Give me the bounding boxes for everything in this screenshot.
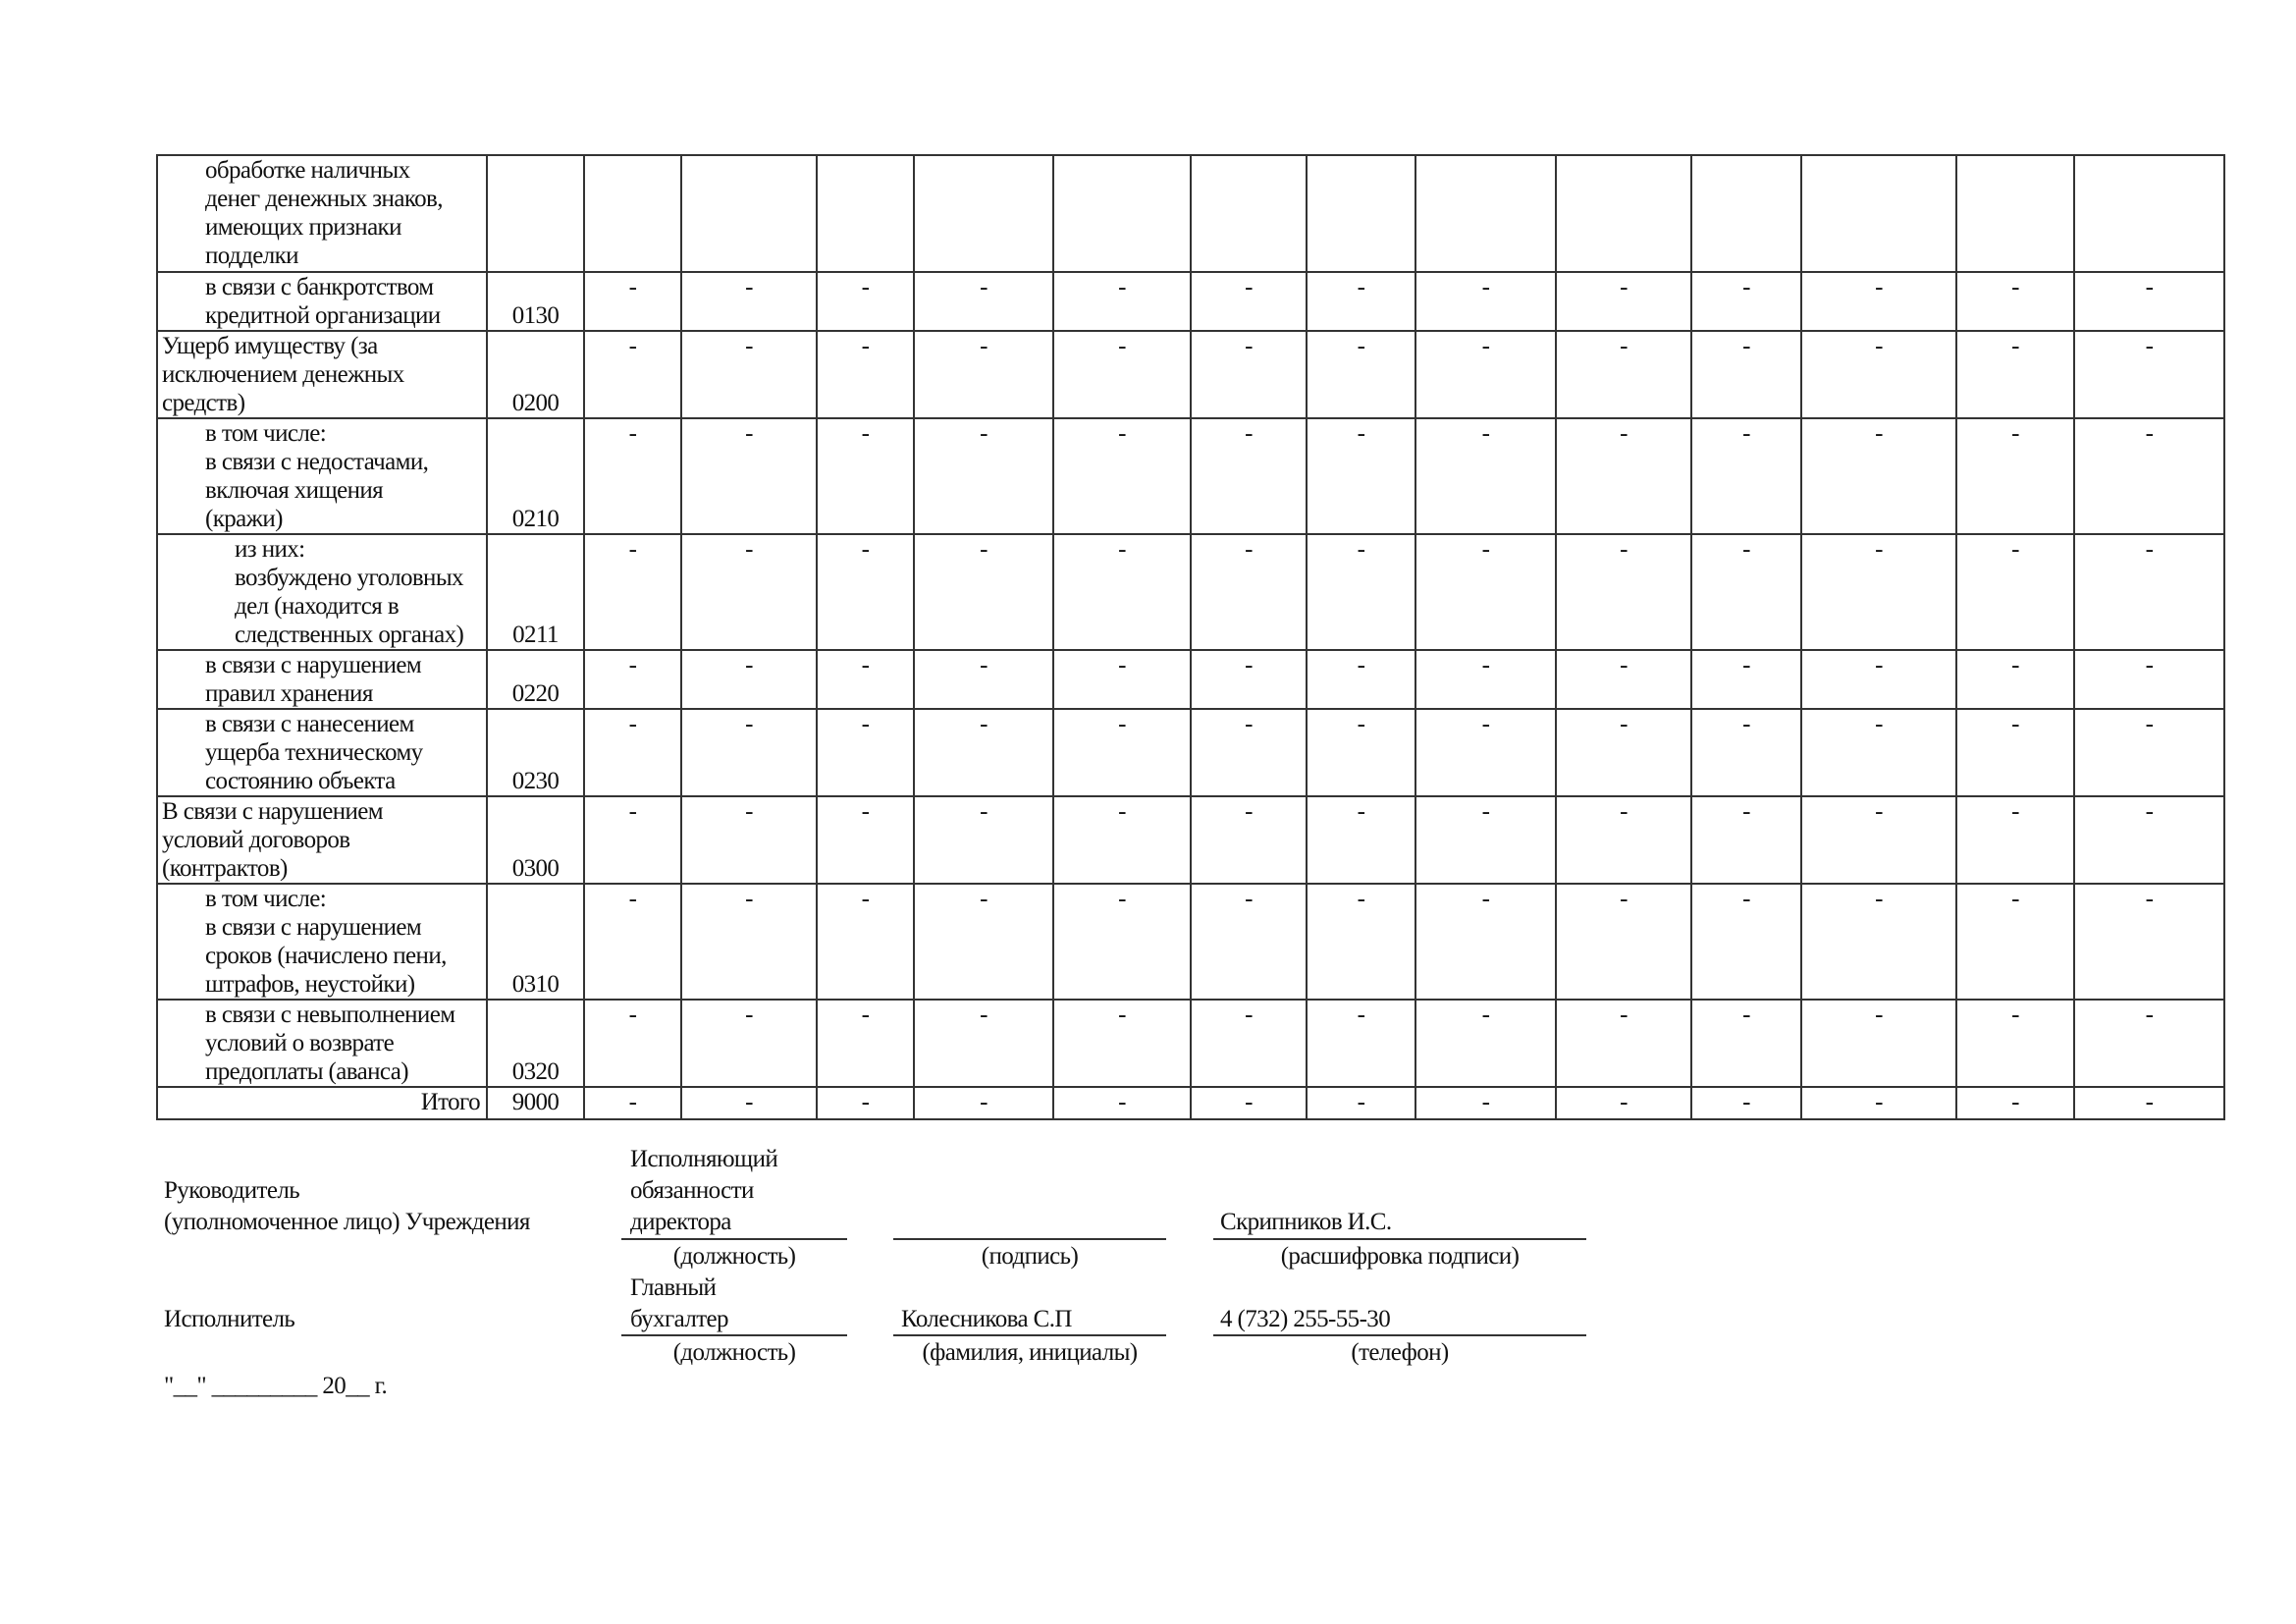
row-value: -	[584, 1000, 681, 1087]
row-value: -	[681, 534, 817, 650]
row-value: -	[2074, 272, 2224, 331]
row-value: -	[1691, 884, 1801, 1000]
row-value	[584, 155, 681, 272]
row-label: в связи с нанесением ущерба техническому состоянию объекта	[157, 709, 487, 796]
row-value: -	[1691, 1000, 1801, 1087]
row-label: в том числе: в связи с нарушением сроков (начислено пени, штрафов, неустойки)	[157, 884, 487, 1000]
row-value: -	[1801, 650, 1956, 709]
row-value	[1556, 155, 1691, 272]
total-value: -	[817, 1087, 914, 1119]
row-value: -	[817, 650, 914, 709]
damage-report-table	[156, 154, 2225, 1120]
row-value: -	[1801, 272, 1956, 331]
row-value: -	[914, 796, 1053, 884]
row-value: -	[2074, 331, 2224, 418]
caption-signature: (подпись)	[981, 1243, 1079, 1270]
row-value: -	[1053, 272, 1191, 331]
row-value: -	[1307, 272, 1415, 331]
row-value: -	[681, 796, 817, 884]
row-value	[1191, 155, 1307, 272]
row-value: -	[584, 884, 681, 1000]
row-value: -	[1801, 534, 1956, 650]
head-position-1: Исполняющий	[630, 1146, 778, 1172]
total-value: -	[1691, 1087, 1801, 1119]
head-label: Руководитель	[164, 1177, 299, 1204]
row-value	[1053, 155, 1191, 272]
row-code: 0300	[487, 796, 584, 884]
row-value: -	[914, 709, 1053, 796]
row-value: -	[914, 650, 1053, 709]
caption-position: (должность)	[672, 1243, 796, 1270]
row-value: -	[1801, 418, 1956, 534]
total-value: -	[1801, 1087, 1956, 1119]
row-value: -	[584, 796, 681, 884]
row-value: -	[1556, 650, 1691, 709]
total-value: -	[2074, 1087, 2224, 1119]
row-value: -	[1956, 272, 2074, 331]
caption-phone: (телефон)	[1351, 1339, 1449, 1366]
total-value: -	[914, 1087, 1053, 1119]
total-row	[157, 1087, 2224, 1119]
row-value: -	[1191, 884, 1307, 1000]
head-name: Скрипников И.С.	[1220, 1209, 1392, 1235]
table-row	[157, 796, 2224, 884]
row-value	[2074, 155, 2224, 272]
head-name-line	[1213, 1238, 1586, 1240]
row-value: -	[817, 272, 914, 331]
row-value: -	[2074, 796, 2224, 884]
caption-name: (фамилия, инициалы)	[922, 1339, 1138, 1366]
row-value: -	[681, 418, 817, 534]
row-code: 0220	[487, 650, 584, 709]
total-label: Итого	[157, 1087, 487, 1119]
row-value: -	[584, 534, 681, 650]
table-row	[157, 650, 2224, 709]
row-value: -	[1691, 796, 1801, 884]
executor-phone-line	[1213, 1334, 1586, 1336]
row-code	[487, 155, 584, 272]
row-value: -	[1053, 650, 1191, 709]
row-value: -	[1556, 796, 1691, 884]
row-value	[1691, 155, 1801, 272]
row-value: -	[2074, 884, 2224, 1000]
row-label: обработке наличных денег денежных знаков, имеющих признаки подделки	[157, 155, 487, 272]
row-value: -	[1801, 884, 1956, 1000]
row-value: -	[1556, 272, 1691, 331]
row-value: -	[1956, 796, 2074, 884]
row-value: -	[1307, 331, 1415, 418]
caption-decoding: (расшифровка подписи)	[1280, 1243, 1520, 1270]
table-row	[157, 534, 2224, 650]
row-value: -	[1691, 650, 1801, 709]
row-value: -	[817, 418, 914, 534]
row-value: -	[1415, 534, 1556, 650]
row-value: -	[681, 331, 817, 418]
executor-name-line	[893, 1334, 1166, 1336]
row-code: 0230	[487, 709, 584, 796]
row-value: -	[681, 650, 817, 709]
row-value: -	[584, 418, 681, 534]
row-value: -	[817, 709, 914, 796]
row-value: -	[1691, 709, 1801, 796]
total-value: -	[584, 1087, 681, 1119]
row-value: -	[817, 331, 914, 418]
row-label: в том числе: в связи с недостачами, включая хищения (кражи)	[157, 418, 487, 534]
executor-position-line	[621, 1334, 847, 1336]
row-value: -	[2074, 709, 2224, 796]
row-value: -	[1556, 884, 1691, 1000]
row-value: -	[1307, 884, 1415, 1000]
row-value: -	[1191, 796, 1307, 884]
row-code: 0130	[487, 272, 584, 331]
row-value: -	[1956, 331, 2074, 418]
row-code: 0310	[487, 884, 584, 1000]
row-value	[817, 155, 914, 272]
row-value: -	[1956, 418, 2074, 534]
row-value: -	[914, 272, 1053, 331]
row-value: -	[1691, 418, 1801, 534]
row-value: -	[914, 1000, 1053, 1087]
row-value: -	[1307, 650, 1415, 709]
row-value: -	[584, 650, 681, 709]
row-value: -	[1556, 1000, 1691, 1087]
row-value: -	[1053, 418, 1191, 534]
row-value: -	[681, 884, 817, 1000]
row-value: -	[1307, 1000, 1415, 1087]
head-position-3: директора	[630, 1209, 731, 1235]
row-value: -	[584, 709, 681, 796]
row-value: -	[914, 331, 1053, 418]
row-value: -	[681, 272, 817, 331]
row-value: -	[1801, 331, 1956, 418]
table-row	[157, 884, 2224, 1000]
row-value: -	[2074, 650, 2224, 709]
total-value: -	[1191, 1087, 1307, 1119]
row-value: -	[1053, 709, 1191, 796]
head-label-2: (уполномоченное лицо) Учреждения	[164, 1209, 530, 1235]
row-value: -	[584, 272, 681, 331]
row-code: 0200	[487, 331, 584, 418]
row-value: -	[1191, 418, 1307, 534]
total-value: -	[1415, 1087, 1556, 1119]
total-value: -	[1307, 1087, 1415, 1119]
head-signature-line	[893, 1238, 1166, 1240]
row-value: -	[1956, 534, 2074, 650]
row-value: -	[1956, 1000, 2074, 1087]
row-value: -	[1956, 650, 2074, 709]
row-label: Ущерб имуществу (за исключением денежных средств)	[157, 331, 487, 418]
row-value: -	[1307, 534, 1415, 650]
total-value: -	[1053, 1087, 1191, 1119]
row-value: -	[1415, 272, 1556, 331]
row-label: из них: возбуждено уголовных дел (находится в следственных органах)	[157, 534, 487, 650]
row-value: -	[817, 1000, 914, 1087]
row-code: 0211	[487, 534, 584, 650]
executor-phone: 4 (732) 255-55-30	[1220, 1306, 1391, 1332]
table-row	[157, 1000, 2224, 1087]
total-value: -	[1956, 1087, 2074, 1119]
row-value: -	[1307, 796, 1415, 884]
row-value: -	[1691, 534, 1801, 650]
row-value	[1801, 155, 1956, 272]
row-value: -	[1191, 650, 1307, 709]
table-row	[157, 709, 2224, 796]
total-value: -	[681, 1087, 817, 1119]
row-value: -	[1415, 796, 1556, 884]
row-value: -	[1801, 796, 1956, 884]
row-value: -	[817, 534, 914, 650]
row-value: -	[681, 1000, 817, 1087]
row-value	[1956, 155, 2074, 272]
row-value	[914, 155, 1053, 272]
row-value: -	[914, 884, 1053, 1000]
row-value: -	[2074, 534, 2224, 650]
row-value: -	[1415, 650, 1556, 709]
row-value: -	[914, 418, 1053, 534]
row-value: -	[1053, 884, 1191, 1000]
row-value: -	[1191, 331, 1307, 418]
row-value: -	[817, 796, 914, 884]
row-value: -	[1556, 418, 1691, 534]
row-code: 0210	[487, 418, 584, 534]
executor-label: Исполнитель	[164, 1306, 295, 1332]
row-label: в связи с банкротством кредитной организации	[157, 272, 487, 331]
row-value: -	[1691, 331, 1801, 418]
row-value: -	[1556, 534, 1691, 650]
row-label: В связи с нарушением условий договоров (контрактов)	[157, 796, 487, 884]
row-value: -	[1415, 1000, 1556, 1087]
executor-position-2: бухгалтер	[630, 1306, 728, 1332]
row-value: -	[1053, 331, 1191, 418]
row-value: -	[2074, 1000, 2224, 1087]
row-value: -	[681, 709, 817, 796]
head-position-line	[621, 1238, 847, 1240]
row-value: -	[1053, 796, 1191, 884]
row-value: -	[914, 534, 1053, 650]
row-value: -	[1191, 534, 1307, 650]
total-code: 9000	[487, 1087, 584, 1119]
row-value: -	[1415, 331, 1556, 418]
row-value: -	[1191, 709, 1307, 796]
table-row	[157, 272, 2224, 331]
row-value	[681, 155, 817, 272]
row-value: -	[1956, 884, 2074, 1000]
total-value: -	[1556, 1087, 1691, 1119]
row-value: -	[1556, 331, 1691, 418]
row-value: -	[817, 884, 914, 1000]
row-value: -	[1691, 272, 1801, 331]
row-value: -	[1053, 534, 1191, 650]
row-value: -	[584, 331, 681, 418]
row-value: -	[1415, 709, 1556, 796]
row-value: -	[1556, 709, 1691, 796]
row-label: в связи с невыполнением условий о возврате предоплаты (аванса)	[157, 1000, 487, 1087]
row-label: в связи с нарушением правил хранения	[157, 650, 487, 709]
executor-name: Колесникова С.П	[901, 1306, 1072, 1332]
executor-position-1: Главный	[630, 1274, 717, 1301]
row-value: -	[2074, 418, 2224, 534]
row-value: -	[1801, 1000, 1956, 1087]
head-position-2: обязанности	[630, 1177, 754, 1204]
row-value: -	[1307, 418, 1415, 534]
table-row	[157, 418, 2224, 534]
row-value: -	[1415, 418, 1556, 534]
row-value: -	[1307, 709, 1415, 796]
row-value: -	[1053, 1000, 1191, 1087]
row-value: -	[1191, 272, 1307, 331]
caption-position-2: (должность)	[672, 1339, 796, 1366]
row-value: -	[1191, 1000, 1307, 1087]
table-row	[157, 155, 2224, 272]
row-value: -	[1415, 884, 1556, 1000]
row-code: 0320	[487, 1000, 584, 1087]
row-value	[1415, 155, 1556, 272]
table-row	[157, 331, 2224, 418]
date-line: "__" _________ 20__ г.	[164, 1373, 388, 1399]
row-value: -	[1956, 709, 2074, 796]
row-value	[1307, 155, 1415, 272]
row-value: -	[1801, 709, 1956, 796]
